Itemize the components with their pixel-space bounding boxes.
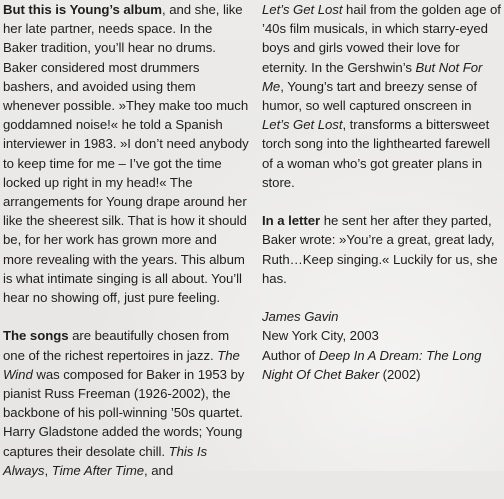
song-title: But Not For Me [262, 59, 483, 94]
paragraph-text: , and she, like her late partner, needs space. In the Baker tradition, you’ll hear no drums. Baker considered most drummers bashers, and avoided using them whenever possible. »They make too much goddamned noise!« he told a Spanish interviewer in 1983. »I don’t need anybody to keep time for me – I’ve got the time locked up right in my head!« The arrangements for Young drape around her like the sheerest silk. That is how it should be, for her work has grown more and more revealing with the years. This album is what intimate singing is all about. You’ll hear no showing off, just pure feeling. [3, 2, 249, 306]
book-year: (2002) [379, 366, 421, 382]
song-title: This Is Always [3, 443, 208, 478]
song-title: Time After Time [51, 462, 145, 478]
song-title: Let’s Get Lost [262, 2, 343, 17]
paragraph-text: was composed for Baker in 1953 by pianist Russ Freeman (1926-2002), the backbone of his poll-winning ’50s quartet. Harry Gladstone added the words; Young captures their desolate chill. [3, 366, 245, 459]
book-title: Deep In A Dream: The Long Night Of Chet Baker [262, 347, 482, 382]
paragraph-in-a-letter [262, 211, 502, 288]
author-name-text: James Gavin [262, 309, 339, 325]
paragraph-text: hail from the golden age of ’40s film musicals, in which starry-eyed boys and girls vowed their love for eternity. In the Gershwin’s [262, 2, 501, 75]
paragraph-the-songs [3, 326, 249, 480]
film-title: Let’s Get Lost [262, 117, 343, 133]
author-credit-prefix: Author of [262, 347, 319, 363]
author-name [262, 307, 502, 326]
signature-block [262, 307, 502, 384]
author-credit [262, 346, 502, 384]
song-title: The Wind [3, 347, 240, 382]
left-column [3, 0, 249, 499]
paragraph-text: , and [144, 462, 174, 478]
paragraph-films [262, 0, 502, 192]
paragraph-lead: In a letter [262, 213, 321, 229]
paragraph-lead: But this is Young’s album [3, 2, 162, 17]
paragraph-text: , Young’s tart and breezy sense of humor, so well captured onscreen in [262, 78, 477, 114]
place-date: New York City, 2003 [262, 328, 379, 344]
paragraph-text: he sent her after they parted, Baker wrote: »You’re a great, great lady, Ruth…Keep singing.« Luckily for us, she has. [262, 213, 498, 286]
paragraph-text: , transforms a bittersweet torch song into the lighthearted farewell of a woman who’s got greater plans in store. [262, 117, 491, 190]
paragraph-youngs-album [3, 0, 249, 307]
paragraph-text: are beautifully chosen from one of the richest repertoires in jazz. [3, 328, 230, 363]
paragraph-lead: The songs [3, 328, 69, 344]
right-column [262, 0, 502, 384]
paragraph-text: , [44, 462, 52, 478]
